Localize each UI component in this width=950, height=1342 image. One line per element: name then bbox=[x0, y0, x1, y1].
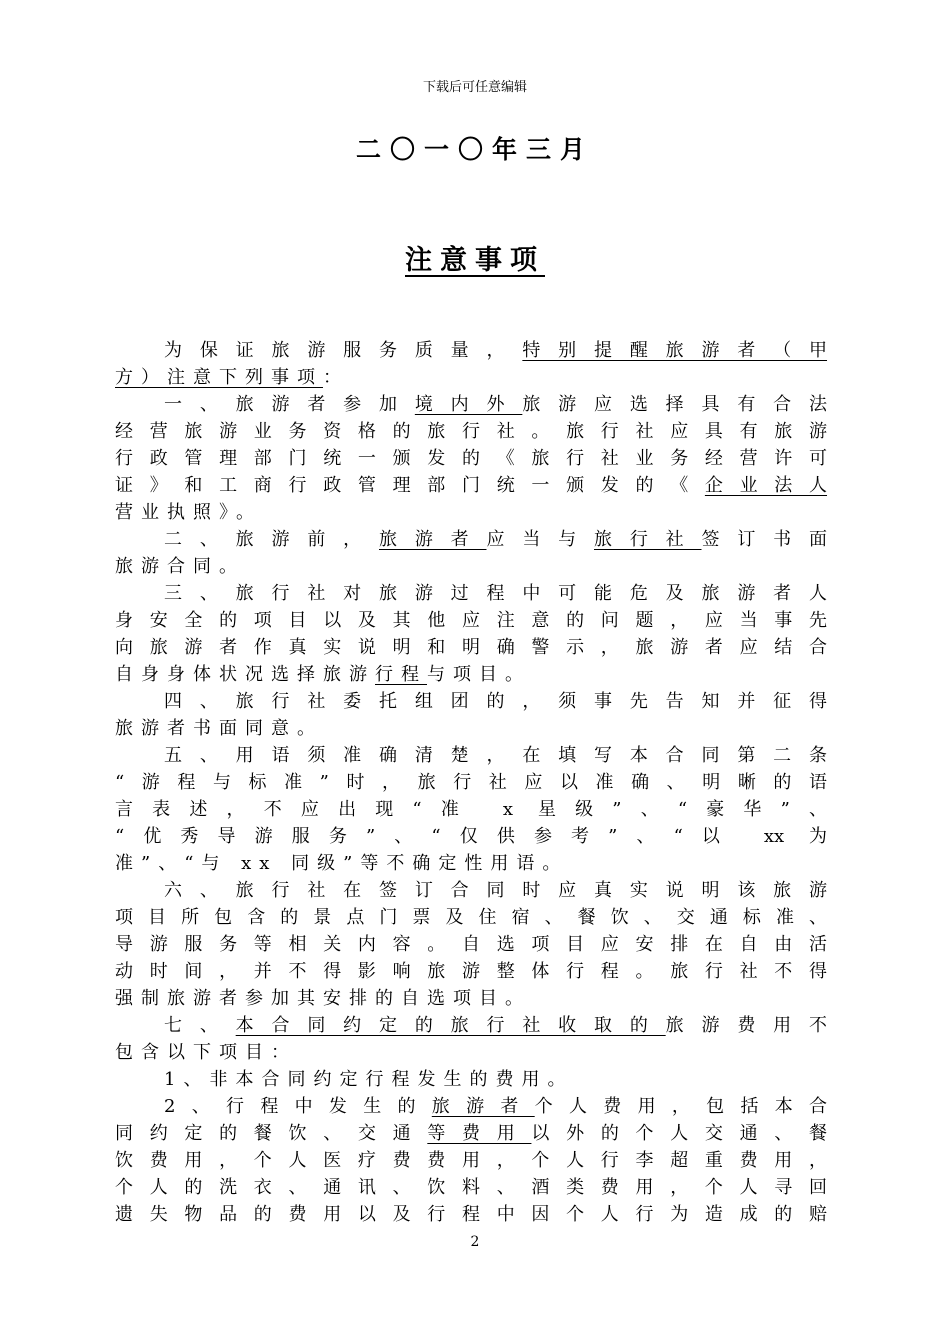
text-segment: 签订书面 bbox=[701, 529, 827, 550]
underlined-text: 旅游者 bbox=[431, 1096, 535, 1117]
body-line bbox=[115, 796, 827, 823]
text-segment: 饮费用，个人医疗费费用，个人行李超重费用， bbox=[115, 1150, 827, 1171]
underlined-text: 境内外 bbox=[414, 394, 523, 415]
text-segment: 项目所包含的景点门票及住宿、餐饮、交通标准、 bbox=[115, 907, 827, 928]
body-line bbox=[115, 499, 827, 526]
underlined-text: 旅行社 bbox=[594, 529, 702, 550]
body-line bbox=[115, 904, 827, 931]
text-segment: 为保证旅游服务质量， bbox=[164, 340, 523, 361]
body-line bbox=[115, 364, 827, 391]
body-line bbox=[115, 1039, 827, 1066]
body-line bbox=[115, 337, 827, 364]
body-line bbox=[115, 634, 827, 661]
underlined-text: 行程 bbox=[375, 664, 427, 685]
text-segment: 言表述，不应出现“准 x 星级”、“豪华”、 bbox=[115, 799, 827, 820]
body-line bbox=[115, 526, 827, 553]
text-segment: 自身身体状况选择旅游 bbox=[115, 664, 375, 685]
body-line bbox=[115, 877, 827, 904]
underlined-text: 方）注意下列事项 bbox=[115, 367, 323, 388]
text-segment: “优秀导游服务”、“仅供参考”、“以 xx 为 bbox=[115, 826, 827, 847]
notice-body bbox=[115, 337, 827, 1228]
text-segment: 三、旅行社对旅游过程中可能危及旅游者人 bbox=[164, 583, 827, 604]
body-line bbox=[115, 850, 827, 877]
text-segment: 营业执照》。 bbox=[115, 502, 262, 523]
body-line bbox=[115, 931, 827, 958]
body-line bbox=[115, 688, 827, 715]
body-line bbox=[115, 742, 827, 769]
text-segment: 包含以下项目： bbox=[115, 1042, 297, 1063]
text-segment: 行政管理部门统一颁发的《旅行社业务经营许可 bbox=[115, 448, 827, 469]
body-line bbox=[115, 418, 827, 445]
text-segment: 强制旅游者参加其安排的自选项目。 bbox=[115, 988, 531, 1009]
text-segment: 导游服务等相关内容。自选项目应安排在自由活 bbox=[115, 934, 827, 955]
text-segment: 以外的个人交通、餐 bbox=[531, 1123, 828, 1144]
body-line bbox=[115, 661, 827, 688]
date-title: 二〇一〇年三月 bbox=[355, 135, 594, 164]
body-line bbox=[115, 1012, 827, 1039]
body-line bbox=[115, 715, 827, 742]
section-title-text: 注意事项 bbox=[405, 245, 545, 276]
text-segment: 向旅游者作真实说明和明确警示，旅游者应结合 bbox=[115, 637, 827, 658]
text-segment: 五、用语须准确清楚，在填写本合同第二条 bbox=[164, 745, 827, 766]
body-line bbox=[115, 607, 827, 634]
text-segment: 遗失物品的费用以及行程中因个人行为造成的赔 bbox=[115, 1204, 827, 1225]
text-segment: 六、旅行社在签订合同时应真实说明该旅游 bbox=[164, 880, 827, 901]
text-segment: ： bbox=[323, 367, 349, 388]
text-segment: 个人费用，包括本合 bbox=[534, 1096, 828, 1117]
body-line bbox=[115, 823, 827, 850]
body-line bbox=[115, 1174, 827, 1201]
text-segment: 证》和工商行政管理部门统一颁发的《 bbox=[115, 475, 705, 496]
body-line bbox=[115, 958, 827, 985]
body-line bbox=[115, 769, 827, 796]
text-segment: 动时间，并不得影响旅游整体行程。旅行社不得 bbox=[115, 961, 827, 982]
body-line bbox=[115, 391, 827, 418]
text-segment: 旅游费用不 bbox=[665, 1015, 828, 1036]
text-segment: 旅游者书面同意。 bbox=[115, 718, 323, 739]
text-segment: 旅游合同。 bbox=[115, 556, 245, 577]
text-segment: 1、非本合同约定行程发生的费用。 bbox=[164, 1069, 574, 1090]
underlined-text: 本合同约定的旅行社收取的 bbox=[235, 1015, 666, 1036]
text-segment: 七、 bbox=[164, 1015, 236, 1036]
body-line bbox=[115, 985, 827, 1012]
underlined-text: 旅游者 bbox=[379, 529, 487, 550]
header-note: 下载后可任意编辑 bbox=[422, 80, 527, 95]
underlined-text: 企业法人 bbox=[704, 475, 828, 496]
body-line bbox=[115, 445, 827, 472]
body-line bbox=[115, 1093, 827, 1120]
underlined-text: 特别提醒旅游者（甲 bbox=[522, 340, 828, 361]
body-line bbox=[115, 580, 827, 607]
text-segment: “游程与标准”时，旅行社应以准确、明晰的语 bbox=[115, 772, 827, 793]
body-line bbox=[115, 553, 827, 580]
text-segment: 准”、“与 xx 同级”等不确定性用语。 bbox=[115, 853, 569, 874]
text-segment: 2、行程中发生的 bbox=[164, 1096, 432, 1117]
body-line bbox=[115, 472, 827, 499]
text-segment: 与项目。 bbox=[427, 664, 531, 685]
page-number: 2 bbox=[470, 1234, 480, 1250]
text-segment: 个人的洗衣、通讯、饮料、酒类费用，个人寻回 bbox=[115, 1177, 827, 1198]
text-segment: 身安全的项目以及其他应注意的问题，应当事先 bbox=[115, 610, 827, 631]
text-segment: 旅游应选择具有合法 bbox=[522, 394, 828, 415]
text-segment: 四、旅行社委托组团的，须事先告知并征得 bbox=[164, 691, 827, 712]
body-line bbox=[115, 1147, 827, 1174]
body-line bbox=[115, 1120, 827, 1147]
underlined-text: 等费用 bbox=[427, 1123, 532, 1144]
text-segment: 一、旅游者参加 bbox=[164, 394, 415, 415]
text-segment: 同约定的餐饮、交通 bbox=[115, 1123, 428, 1144]
text-segment: 应当与 bbox=[486, 529, 594, 550]
body-line bbox=[115, 1201, 827, 1228]
section-title bbox=[0, 238, 950, 277]
body-line bbox=[115, 1066, 827, 1093]
text-segment: 二、旅游前， bbox=[164, 529, 379, 550]
text-segment: 经营旅游业务资格的旅行社。旅行社应具有旅游 bbox=[115, 421, 827, 442]
